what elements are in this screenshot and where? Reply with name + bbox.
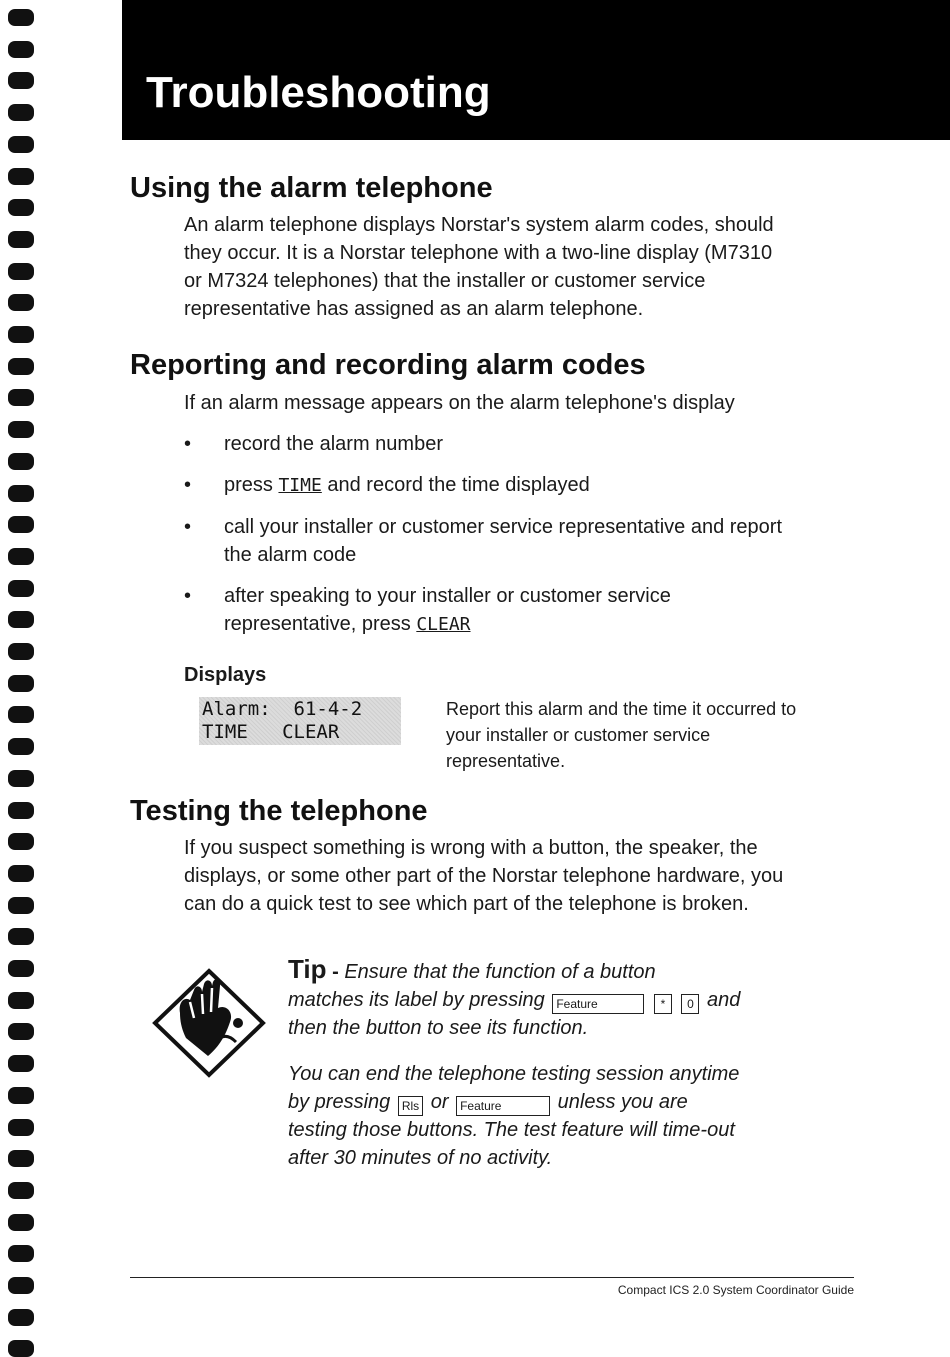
testing-paragraph — [184, 834, 864, 918]
binding-ring — [8, 770, 34, 787]
tip-text: Ensure that the function of a button — [344, 961, 656, 983]
binding-ring — [8, 1309, 34, 1326]
feature-key: Feature — [552, 994, 644, 1014]
binding-ring — [8, 611, 34, 628]
clear-softkey-label: CLEAR — [416, 614, 471, 635]
list-item-text-after: and record the time displayed — [321, 474, 590, 496]
bullet-symbol: • — [184, 516, 192, 538]
lcd-line-1: Alarm: 61-4-2 — [202, 698, 363, 720]
tip-text: unless you are — [552, 1091, 688, 1113]
binding-ring — [8, 1277, 34, 1294]
bullet-symbol: • — [184, 474, 192, 496]
binding-ring — [8, 865, 34, 882]
tip-line: after 30 minutes of no activity. — [288, 1147, 553, 1169]
heading-reporting-alarm-codes: Reporting and recording alarm codes — [130, 349, 646, 381]
binding-ring — [8, 1087, 34, 1104]
paragraph-line: they occur. It is a Norstar telephone with a two-line display (M7310 — [184, 242, 773, 264]
tip-hand-icon — [150, 968, 268, 1078]
binding-ring — [8, 231, 34, 248]
tip-text: or — [425, 1091, 455, 1113]
star-key: * — [654, 994, 672, 1014]
binding-ring — [8, 802, 34, 819]
tip-paragraph-1 — [288, 955, 848, 1042]
paragraph-line: or M7324 telephones) that the installer or customer service — [184, 270, 706, 292]
binding-ring — [8, 294, 34, 311]
binding-ring — [8, 104, 34, 121]
tip-line: testing those buttons. The test feature will time-out — [288, 1119, 735, 1141]
binding-ring — [8, 199, 34, 216]
description-line: Report this alarm and the time it occurred to — [446, 699, 797, 719]
list-item-text — [224, 582, 864, 639]
binding-ring — [8, 41, 34, 58]
list-item-text — [224, 513, 864, 569]
zero-key: 0 — [681, 994, 699, 1014]
binding-ring — [8, 1150, 34, 1167]
rls-key: Rls — [398, 1096, 423, 1116]
tip-dash: - — [326, 961, 345, 983]
list-item-line: the alarm code — [224, 544, 357, 566]
binding-ring — [8, 675, 34, 692]
binding-ring — [8, 72, 34, 89]
description-line: representative. — [446, 751, 566, 771]
tip-text: and — [701, 989, 741, 1011]
paragraph-line: If you suspect something is wrong with a button, the speaker, the — [184, 837, 758, 859]
tip-line: You can end the telephone testing session anytime — [288, 1063, 740, 1085]
list-item-text-before: representative, press — [224, 613, 417, 635]
binding-ring — [8, 992, 34, 1009]
binding-ring — [8, 1023, 34, 1040]
binding-ring — [8, 421, 34, 438]
list-item-line — [224, 610, 864, 639]
binding-ring — [8, 1182, 34, 1199]
time-softkey-label: TIME — [278, 475, 322, 496]
binding-ring — [8, 960, 34, 977]
heading-alarm-telephone: Using the alarm telephone — [130, 172, 493, 204]
binding-ring — [8, 1055, 34, 1072]
binding-ring — [8, 1245, 34, 1262]
binding-ring — [8, 516, 34, 533]
binding-ring — [8, 1119, 34, 1136]
binding-ring — [8, 168, 34, 185]
footer-rule — [130, 1277, 854, 1278]
list-item-text — [224, 471, 864, 500]
binding-ring — [8, 326, 34, 343]
feature-key: Feature — [456, 1096, 550, 1116]
list-item-line: after speaking to your installer or customer service — [224, 585, 671, 607]
list-item-line: call your installer or customer service representative and report — [224, 516, 783, 538]
tip-line: then the button to see its function. — [288, 1017, 589, 1039]
tip-line — [288, 986, 848, 1014]
binding-ring — [8, 453, 34, 470]
alarm-telephone-paragraph — [184, 211, 864, 323]
display-description — [446, 696, 866, 774]
lcd-display — [199, 697, 401, 745]
binding-ring — [8, 833, 34, 850]
binding-ring — [8, 897, 34, 914]
displays-label: Displays — [184, 664, 267, 686]
binding-ring — [8, 1214, 34, 1231]
binding-ring — [8, 136, 34, 153]
heading-testing-telephone: Testing the telephone — [130, 795, 428, 827]
binding-ring — [8, 1340, 34, 1357]
binding-ring — [8, 706, 34, 723]
tip-text: matches its label by pressing — [288, 989, 551, 1011]
binding-ring — [8, 389, 34, 406]
description-line: your installer or customer service — [446, 725, 711, 745]
paragraph-line: An alarm telephone displays Norstar's system alarm codes, should — [184, 214, 774, 236]
binding-ring — [8, 548, 34, 565]
footer-text: Compact ICS 2.0 System Coordinator Guide — [617, 1283, 854, 1297]
binding-ring — [8, 580, 34, 597]
binding-ring — [8, 263, 34, 280]
paragraph-line: displays, or some other part of the Norstar telephone hardware, you — [184, 865, 784, 887]
spiral-binding — [4, 0, 40, 1347]
bullet-symbol: • — [184, 585, 192, 607]
bullet-symbol: • — [184, 433, 192, 455]
lcd-line-2: TIME CLEAR — [202, 721, 340, 743]
tip-paragraph-2 — [288, 1060, 848, 1172]
binding-ring — [8, 738, 34, 755]
binding-ring — [8, 358, 34, 375]
binding-ring — [8, 928, 34, 945]
tip-line — [288, 1088, 848, 1116]
tip-text: by pressing — [288, 1091, 396, 1113]
paragraph-line: can do a quick test to see which part of the telephone is broken. — [184, 893, 749, 915]
binding-ring — [8, 485, 34, 502]
paragraph-line: representative has assigned as an alarm telephone. — [184, 298, 644, 320]
page-title: Troubleshooting — [146, 68, 491, 117]
binding-ring — [8, 643, 34, 660]
binding-ring — [8, 9, 34, 26]
tip-line — [288, 955, 848, 986]
reporting-intro: If an alarm message appears on the alarm telephone's display — [184, 392, 735, 414]
list-item-text-before: press — [224, 474, 279, 496]
list-item-text: record the alarm number — [224, 433, 443, 455]
tip-heading: Tip — [288, 954, 327, 984]
